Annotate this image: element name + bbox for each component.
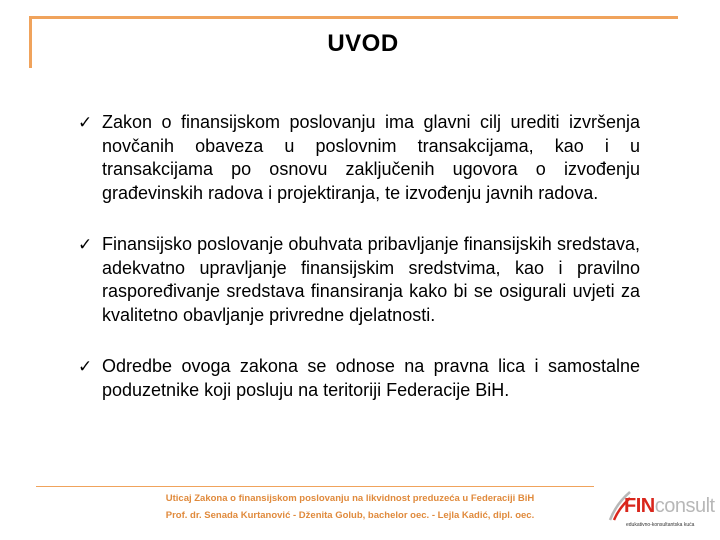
bullet-list (78, 111, 640, 402)
bullet-item (78, 355, 640, 402)
checkmark-icon: ✓ (78, 357, 93, 376)
bullet-item (78, 111, 640, 205)
bullet-text: Zakon o finansijskom poslovanju ima glavni cilj urediti izvršenja novčanih obaveza u poslovnim transakcijama, kao i u transakcijama po osnovu zaključenih ugovora o izvođenju građevinskih radova i projektiranja, te izvođenju javnih radova. (102, 112, 640, 203)
footer-divider (36, 486, 594, 487)
footer (100, 490, 600, 524)
logo-fin: FIN (624, 495, 655, 517)
checkmark-icon: ✓ (78, 113, 93, 132)
footer-title: Uticaj Zakona o finansijskom poslovanju na likvidnost preduzeća u Federaciji BiH (165, 493, 535, 504)
bullet-text: Odredbe ovoga zakona se odnose na pravna lica i samostalne poduzetnike koji posluju na teritoriji Federacije BiH. (102, 356, 640, 400)
checkmark-icon: ✓ (78, 235, 93, 254)
footer-authors: Prof. dr. Senada Kurtanović - Dženita Golub, bachelor oec. - Lejla Kadić, dipl. oec. (165, 510, 535, 521)
page-title-text: UVOD (327, 30, 399, 57)
bullet-item (78, 233, 640, 327)
logo-tagline: edukativno-konsultantska kuća (626, 522, 695, 528)
bullet-text: Finansijsko poslovanje obuhvata pribavljanje finansijskih sredstava, adekvatno upravljanje finansijskim sredstvima, kao i pravilno raspoređivanje sredstava finansiranja kako bi se osigurali uvjeti za kvalitetno obavljanje privredne djelatnosti. (102, 234, 640, 325)
page-title (0, 30, 720, 58)
finconsult-logo (608, 490, 716, 534)
frame-top-border (29, 16, 678, 19)
logo-wordmark (624, 495, 715, 518)
logo-consult: consult (654, 495, 715, 517)
